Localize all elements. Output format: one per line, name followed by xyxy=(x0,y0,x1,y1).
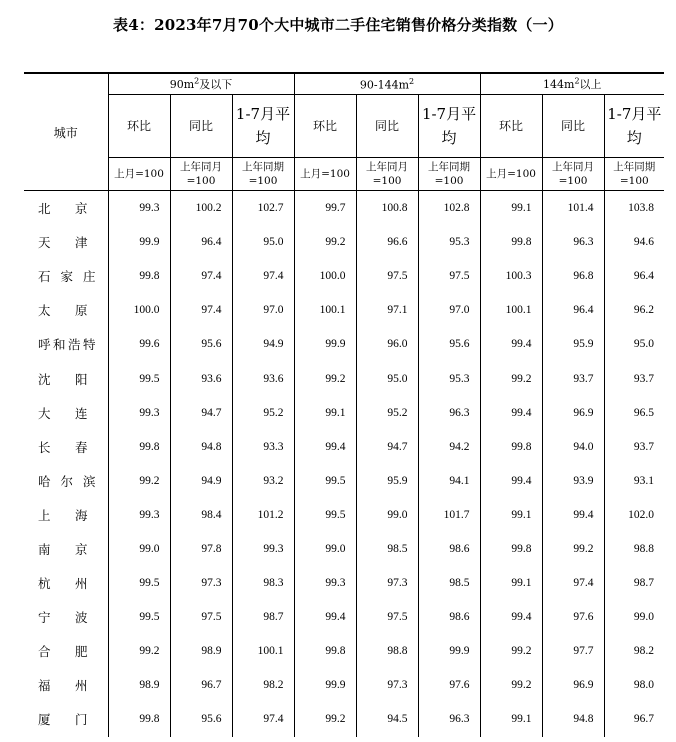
yoy-header: 同比 xyxy=(170,95,232,158)
avg-header: 1-7月平 均 xyxy=(232,95,294,158)
value-cell: 99.5 xyxy=(108,600,170,634)
value-cell: 96.3 xyxy=(418,702,480,736)
yoy-base: 上年同月 =100 xyxy=(542,158,604,191)
value-cell: 97.4 xyxy=(232,702,294,736)
value-cell: 96.9 xyxy=(542,668,604,702)
value-cell: 99.1 xyxy=(480,191,542,226)
value-cell: 94.0 xyxy=(542,430,604,464)
value-cell: 97.5 xyxy=(356,600,418,634)
yoy-base: 上年同月 =100 xyxy=(356,158,418,191)
value-cell: 99.9 xyxy=(294,327,356,361)
mom-header: 环比 xyxy=(480,95,542,158)
city-cell: 宁波 xyxy=(38,611,88,626)
table-row xyxy=(24,464,664,498)
value-cell: 95.9 xyxy=(356,464,418,498)
value-cell: 96.3 xyxy=(418,396,480,430)
mom-header: 环比 xyxy=(108,95,170,158)
value-cell: 96.9 xyxy=(542,396,604,430)
value-cell: 94.7 xyxy=(356,430,418,464)
value-cell: 99.8 xyxy=(480,430,542,464)
table-row xyxy=(24,293,664,327)
value-cell: 99.2 xyxy=(480,361,542,395)
value-cell: 94.8 xyxy=(542,702,604,736)
value-cell: 97.3 xyxy=(170,566,232,600)
value-cell: 99.2 xyxy=(294,702,356,736)
value-cell: 99.7 xyxy=(294,191,356,226)
value-cell: 98.7 xyxy=(604,566,664,600)
value-cell: 98.6 xyxy=(418,532,480,566)
table-row xyxy=(24,702,664,736)
value-cell: 99.2 xyxy=(480,668,542,702)
value-cell: 97.5 xyxy=(170,600,232,634)
table-row xyxy=(24,600,664,634)
city-cell: 石家庄 xyxy=(38,270,96,285)
value-cell: 96.0 xyxy=(356,327,418,361)
mom-base: 上月=100 xyxy=(294,158,356,191)
value-cell: 99.4 xyxy=(294,600,356,634)
value-cell: 99.0 xyxy=(294,532,356,566)
value-cell: 100.0 xyxy=(108,293,170,327)
value-cell: 97.6 xyxy=(418,668,480,702)
value-cell: 95.3 xyxy=(418,361,480,395)
avg-header: 1-7月平 均 xyxy=(604,95,664,158)
value-cell: 97.5 xyxy=(418,259,480,293)
value-cell: 99.9 xyxy=(108,225,170,259)
value-cell: 98.2 xyxy=(604,634,664,668)
value-cell: 94.7 xyxy=(170,396,232,430)
value-cell: 96.4 xyxy=(542,293,604,327)
value-cell: 96.5 xyxy=(604,396,664,430)
city-column-header: 城市 xyxy=(24,73,108,191)
value-cell: 95.2 xyxy=(232,396,294,430)
value-cell: 96.4 xyxy=(604,259,664,293)
value-cell: 99.2 xyxy=(108,464,170,498)
value-cell: 97.4 xyxy=(170,293,232,327)
value-cell: 95.6 xyxy=(170,327,232,361)
table-row xyxy=(24,259,664,293)
value-cell: 98.9 xyxy=(108,668,170,702)
value-cell: 100.2 xyxy=(170,191,232,226)
value-cell: 99.5 xyxy=(108,361,170,395)
value-cell: 99.8 xyxy=(108,259,170,293)
value-cell: 95.0 xyxy=(356,361,418,395)
city-cell: 大连 xyxy=(38,406,88,421)
value-cell: 102.7 xyxy=(232,191,294,226)
value-cell: 99.3 xyxy=(294,566,356,600)
table-row xyxy=(24,225,664,259)
value-cell: 99.8 xyxy=(294,634,356,668)
avg-header: 1-7月平 均 xyxy=(418,95,480,158)
value-cell: 98.4 xyxy=(170,498,232,532)
group-header-144-above: $144m^2$以上 xyxy=(480,73,664,95)
value-cell: 99.9 xyxy=(294,668,356,702)
value-cell: 97.0 xyxy=(232,293,294,327)
value-cell: 94.2 xyxy=(418,430,480,464)
city-cell: 南京 xyxy=(38,542,88,557)
mom-base: 上月=100 xyxy=(108,158,170,191)
mom-base: 上月=100 xyxy=(480,158,542,191)
size-group-header-row xyxy=(24,73,664,95)
value-cell: 96.6 xyxy=(356,225,418,259)
value-cell: 100.1 xyxy=(480,293,542,327)
value-cell: 99.4 xyxy=(480,327,542,361)
value-cell: 100.1 xyxy=(232,634,294,668)
value-cell: 94.6 xyxy=(604,225,664,259)
group-header-90-144: $90-144m^2$ xyxy=(294,73,480,95)
value-cell: 99.4 xyxy=(542,498,604,532)
city-cell: 呼和浩特 xyxy=(38,338,96,353)
table-row xyxy=(24,532,664,566)
value-cell: 99.8 xyxy=(108,702,170,736)
value-cell: 99.4 xyxy=(480,396,542,430)
value-cell: 95.6 xyxy=(170,702,232,736)
value-cell: 93.9 xyxy=(542,464,604,498)
city-cell: 沈阳 xyxy=(38,372,88,387)
yoy-base: 上年同月 =100 xyxy=(170,158,232,191)
city-cell: 哈尔滨 xyxy=(38,474,96,489)
value-cell: 100.8 xyxy=(356,191,418,226)
value-cell: 94.8 xyxy=(170,430,232,464)
value-cell: 95.6 xyxy=(418,327,480,361)
city-cell: 长春 xyxy=(38,440,88,455)
group-header-90-below: $90m^2$及以下 xyxy=(108,73,294,95)
value-cell: 99.2 xyxy=(108,634,170,668)
value-cell: 97.4 xyxy=(232,259,294,293)
table-row xyxy=(24,668,664,702)
value-cell: 98.8 xyxy=(604,532,664,566)
value-cell: 95.9 xyxy=(542,327,604,361)
value-cell: 96.2 xyxy=(604,293,664,327)
value-cell: 98.2 xyxy=(232,668,294,702)
value-cell: 99.2 xyxy=(542,532,604,566)
value-cell: 99.3 xyxy=(108,396,170,430)
base-period-header-row xyxy=(24,158,664,191)
value-cell: 99.9 xyxy=(418,634,480,668)
value-cell: 93.6 xyxy=(232,361,294,395)
value-cell: 101.2 xyxy=(232,498,294,532)
avg-base: 上年同期 =100 xyxy=(604,158,664,191)
index-type-header-row xyxy=(24,95,664,158)
city-cell: 太原 xyxy=(38,304,88,319)
value-cell: 99.6 xyxy=(108,327,170,361)
value-cell: 93.7 xyxy=(604,430,664,464)
value-cell: 97.0 xyxy=(418,293,480,327)
value-cell: 102.8 xyxy=(418,191,480,226)
value-cell: 95.0 xyxy=(232,225,294,259)
value-cell: 99.3 xyxy=(108,498,170,532)
city-cell: 北京 xyxy=(38,202,88,217)
value-cell: 98.6 xyxy=(418,600,480,634)
value-cell: 99.3 xyxy=(108,191,170,226)
yoy-header: 同比 xyxy=(542,95,604,158)
value-cell: 98.8 xyxy=(356,634,418,668)
city-cell: 厦门 xyxy=(38,713,88,728)
value-cell: 97.4 xyxy=(542,566,604,600)
value-cell: 99.0 xyxy=(356,498,418,532)
value-cell: 99.2 xyxy=(294,225,356,259)
value-cell: 99.4 xyxy=(294,430,356,464)
city-cell: 上海 xyxy=(38,508,88,523)
value-cell: 97.5 xyxy=(356,259,418,293)
value-cell: 98.3 xyxy=(232,566,294,600)
city-cell: 天津 xyxy=(38,236,88,251)
table-row xyxy=(24,634,664,668)
value-cell: 97.6 xyxy=(542,600,604,634)
value-cell: 95.3 xyxy=(418,225,480,259)
avg-base: 上年同期 =100 xyxy=(418,158,480,191)
value-cell: 98.5 xyxy=(418,566,480,600)
city-cell: 杭州 xyxy=(38,577,88,592)
value-cell: 99.5 xyxy=(294,464,356,498)
price-index-table xyxy=(24,72,664,737)
value-cell: 99.2 xyxy=(480,634,542,668)
value-cell: 103.8 xyxy=(604,191,664,226)
value-cell: 100.1 xyxy=(294,293,356,327)
value-cell: 102.0 xyxy=(604,498,664,532)
value-cell: 98.9 xyxy=(170,634,232,668)
value-cell: 96.7 xyxy=(604,702,664,736)
value-cell: 99.2 xyxy=(294,361,356,395)
value-cell: 94.5 xyxy=(356,702,418,736)
value-cell: 93.1 xyxy=(604,464,664,498)
value-cell: 93.3 xyxy=(232,430,294,464)
value-cell: 100.0 xyxy=(294,259,356,293)
value-cell: 99.1 xyxy=(480,498,542,532)
value-cell: 99.0 xyxy=(108,532,170,566)
value-cell: 99.1 xyxy=(480,566,542,600)
value-cell: 97.3 xyxy=(356,566,418,600)
table-row xyxy=(24,566,664,600)
page-title: 表4：2023年7月70个大中城市二手住宅销售价格分类指数（一） xyxy=(113,16,563,34)
value-cell: 93.7 xyxy=(604,361,664,395)
value-cell: 96.8 xyxy=(542,259,604,293)
mom-header: 环比 xyxy=(294,95,356,158)
value-cell: 99.8 xyxy=(480,532,542,566)
value-cell: 99.8 xyxy=(108,430,170,464)
table-row xyxy=(24,498,664,532)
value-cell: 99.1 xyxy=(294,396,356,430)
value-cell: 93.6 xyxy=(170,361,232,395)
value-cell: 97.4 xyxy=(170,259,232,293)
value-cell: 96.3 xyxy=(542,225,604,259)
value-cell: 99.3 xyxy=(232,532,294,566)
table-row xyxy=(24,191,664,226)
value-cell: 98.5 xyxy=(356,532,418,566)
table-row xyxy=(24,327,664,361)
value-cell: 101.7 xyxy=(418,498,480,532)
table-row xyxy=(24,396,664,430)
value-cell: 97.3 xyxy=(356,668,418,702)
value-cell: 95.0 xyxy=(604,327,664,361)
value-cell: 95.2 xyxy=(356,396,418,430)
value-cell: 93.2 xyxy=(232,464,294,498)
city-cell: 合肥 xyxy=(38,645,88,660)
yoy-header: 同比 xyxy=(356,95,418,158)
value-cell: 99.0 xyxy=(604,600,664,634)
value-cell: 99.5 xyxy=(294,498,356,532)
value-cell: 97.7 xyxy=(542,634,604,668)
value-cell: 96.7 xyxy=(170,668,232,702)
value-cell: 94.9 xyxy=(170,464,232,498)
value-cell: 94.9 xyxy=(232,327,294,361)
value-cell: 99.4 xyxy=(480,464,542,498)
city-cell: 福州 xyxy=(38,679,88,694)
table-row xyxy=(24,361,664,395)
value-cell: 97.8 xyxy=(170,532,232,566)
value-cell: 100.3 xyxy=(480,259,542,293)
value-cell: 99.5 xyxy=(108,566,170,600)
value-cell: 98.0 xyxy=(604,668,664,702)
table-body xyxy=(24,191,664,737)
value-cell: 99.8 xyxy=(480,225,542,259)
value-cell: 94.1 xyxy=(418,464,480,498)
value-cell: 99.4 xyxy=(480,600,542,634)
value-cell: 96.4 xyxy=(170,225,232,259)
value-cell: 97.1 xyxy=(356,293,418,327)
avg-base: 上年同期 =100 xyxy=(232,158,294,191)
value-cell: 93.7 xyxy=(542,361,604,395)
value-cell: 99.1 xyxy=(480,702,542,736)
table-row xyxy=(24,430,664,464)
value-cell: 98.7 xyxy=(232,600,294,634)
value-cell: 101.4 xyxy=(542,191,604,226)
